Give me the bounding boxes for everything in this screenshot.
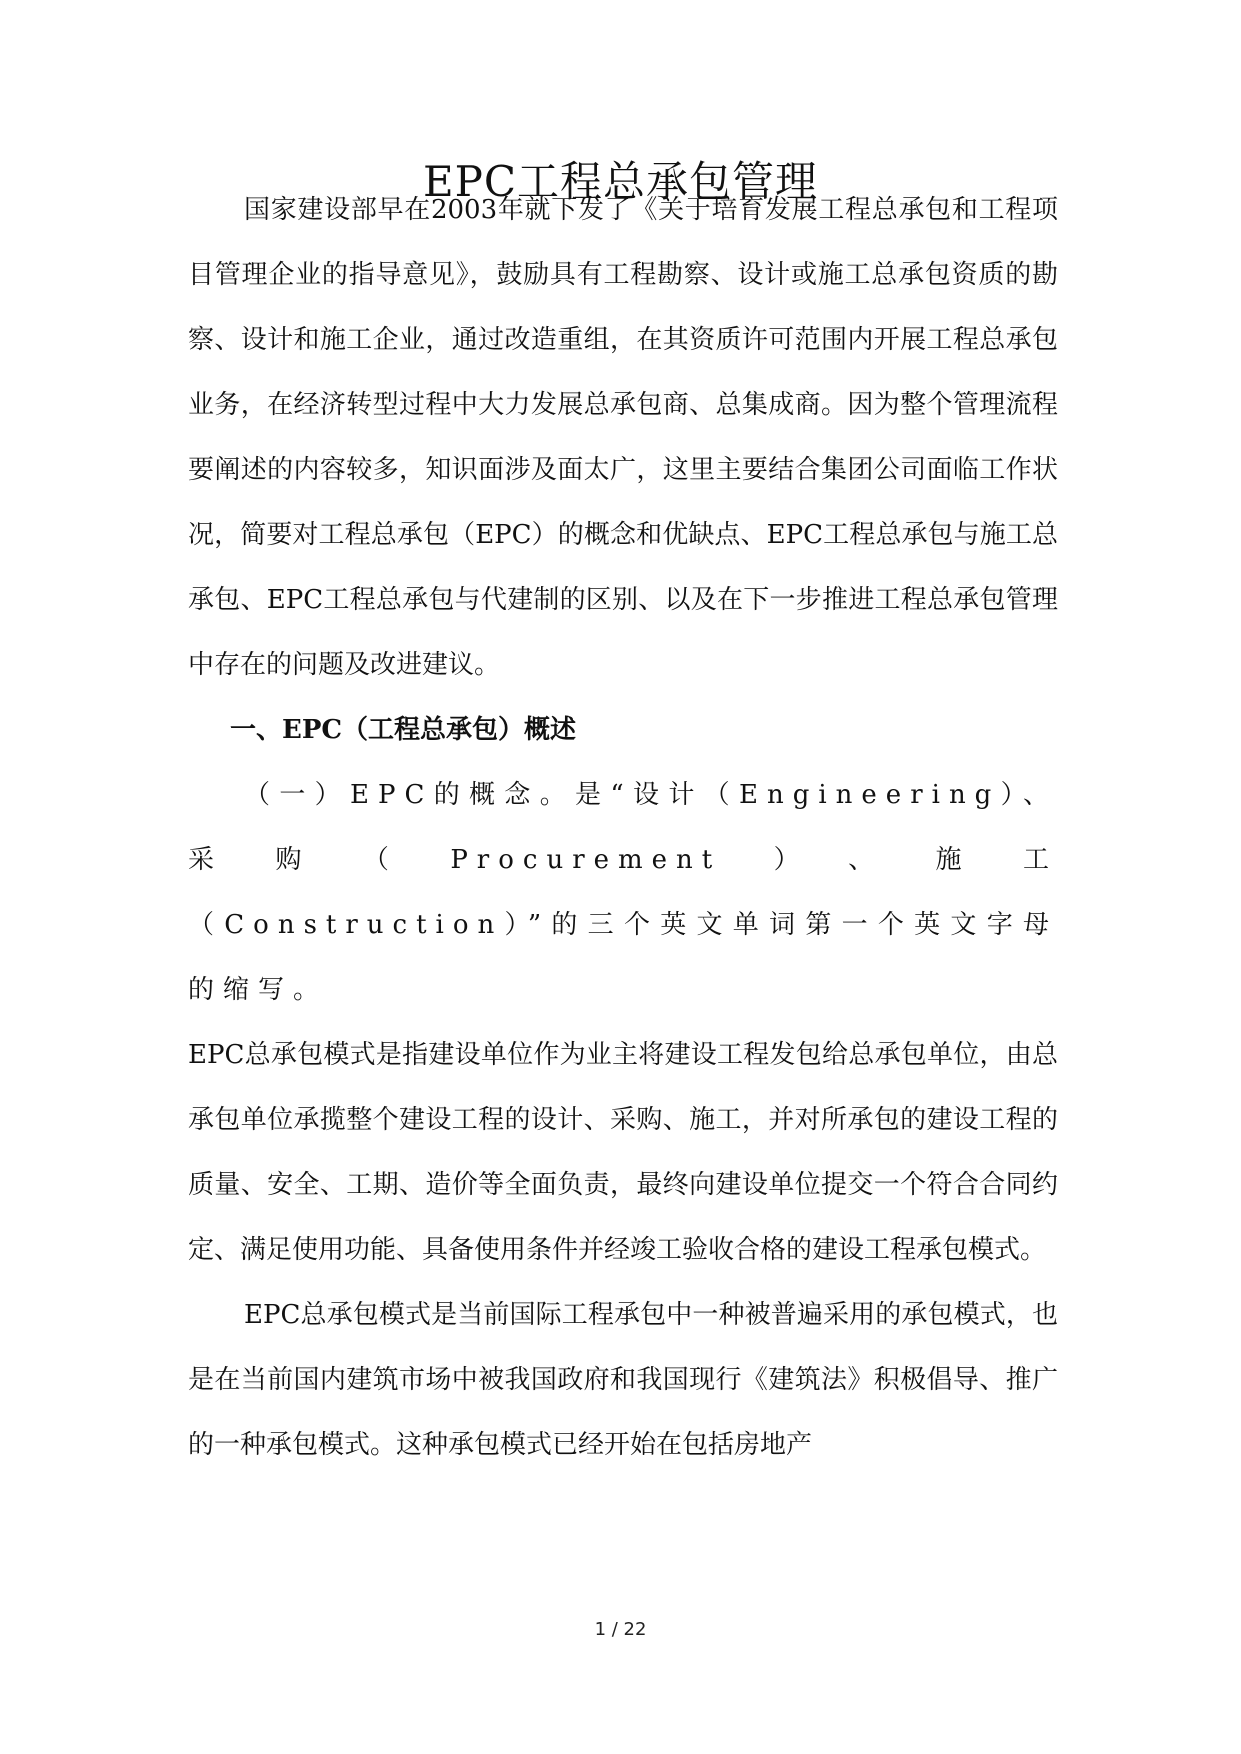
paragraph-epc-mode-definition: EPC总承包模式是指建设单位作为业主将建设工程发包给总承包单位，由总承包单位承揽整个建设工程的设计、采购、施工，并对所承包的建设工程的质量、安全、工期、造价等全面负责，最终向建设单位提交一个符合合同约定、满足使用功能、具备使用条件并经竣工验收合格的建设工程承包模式。: [188, 1040, 1058, 1265]
page-number: 1 / 22: [594, 1619, 647, 1640]
document-title: EPC工程总承包管理: [422, 157, 819, 206]
section-heading-overview: 一、EPC（工程总承包）概述: [230, 715, 577, 745]
document-body: [188, 178, 1058, 1478]
paragraph-epc-mode-adoption: EPC总承包模式是当前国际工程承包中一种被普遍采用的承包模式，也是在当前国内建筑市场中被我国政府和我国现行《建筑法》积极倡导、推广的一种承包模式。这种承包模式已经开始在包括房地产: [188, 1300, 1058, 1460]
paragraph-intro: 国家建设部早在2003年就下发了《关于培育发展工程总承包和工程项目管理企业的指导意见》，鼓励具有工程勘察、设计或施工总承包资质的勘察、设计和施工企业，通过改造重组，在其资质许可范围内开展工程总承包业务，在经济转型过程中大力发展总承包商、总集成商。因为整个管理流程要阐述的内容较多，知识面涉及面太广，这里主要结合集团公司面临工作状况，简要对工程总承包（EPC）的概念和优缺点、EPC工程总承包与施工总承包、EPC工程总承包与代建制的区别、以及在下一步推进工程总承包管理中存在的问题及改进建议。: [188, 195, 1058, 680]
paragraph-epc-concept: （一）EPC的概念。是“设计（Engineering）、采购（Procurement）、施工（Construction）”的三个英文单词第一个英文字母的缩写。: [188, 780, 1058, 1005]
